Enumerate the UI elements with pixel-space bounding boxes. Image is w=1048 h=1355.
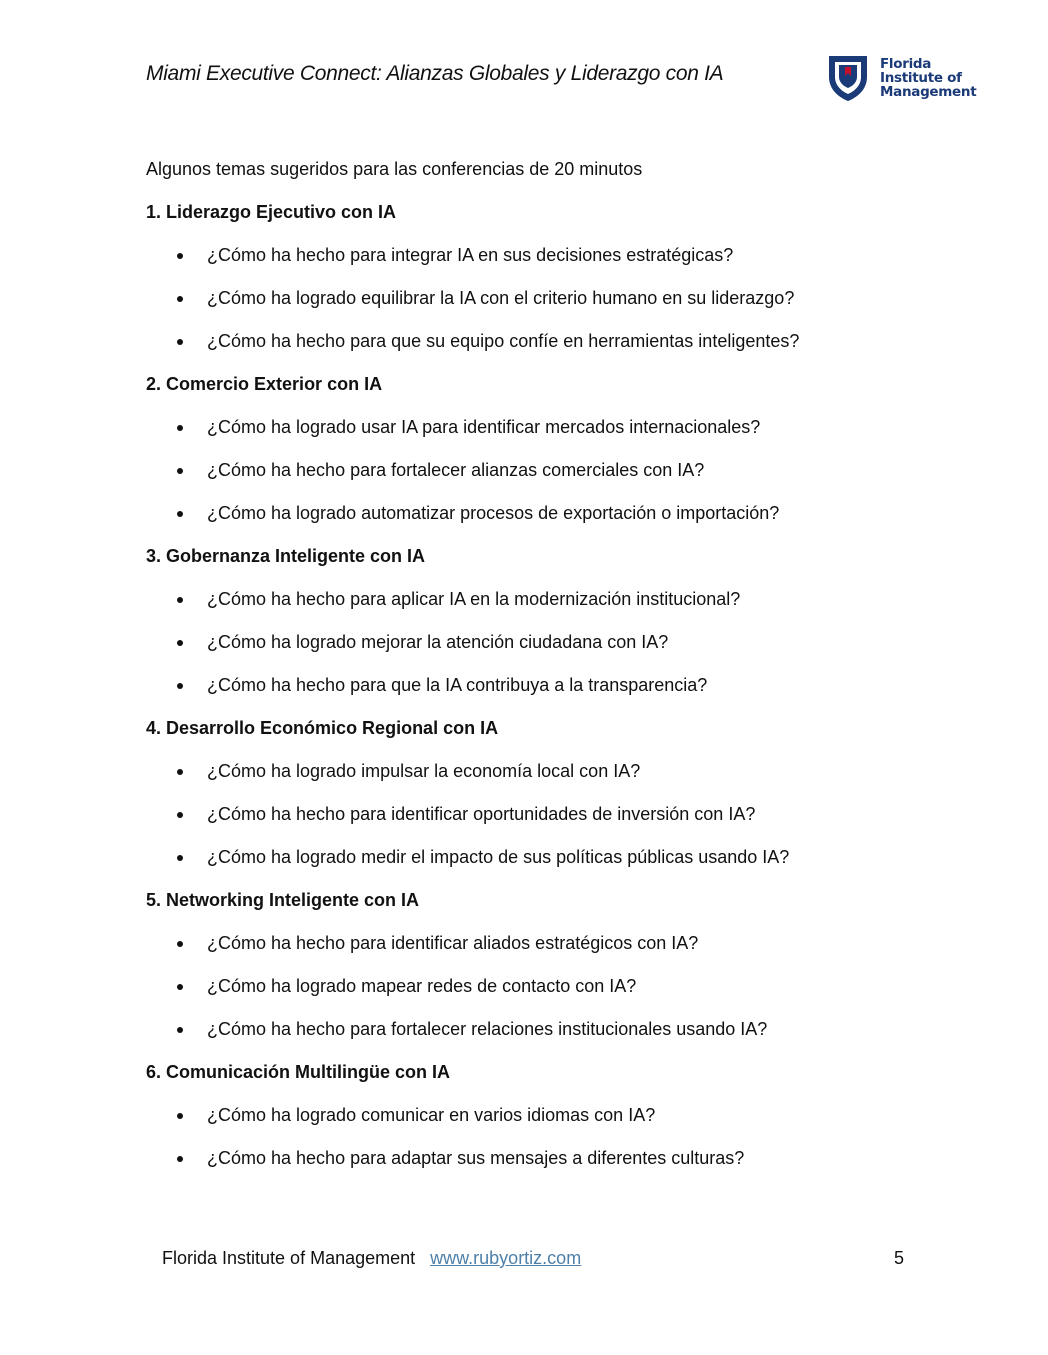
question-text: ¿Cómo ha logrado equilibrar la IA con el criterio humano en su liderazgo? (207, 288, 795, 308)
bullet-icon (177, 984, 183, 990)
question-text: ¿Cómo ha logrado usar IA para identificar mercados internacionales? (207, 417, 761, 437)
section-title: 4. Desarrollo Económico Regional con IA (146, 718, 499, 738)
bullet-icon (177, 640, 183, 646)
question-item (146, 973, 926, 999)
question-text: ¿Cómo ha hecho para fortalecer relaciones institucionales usando IA? (207, 1019, 768, 1039)
florida-institute-logo (826, 52, 986, 104)
question-item (146, 457, 926, 483)
question-item (146, 586, 926, 612)
page-footer (162, 1245, 904, 1271)
bullet-icon (177, 1156, 183, 1162)
bullet-icon (177, 425, 183, 431)
shield-logo-icon (826, 53, 870, 103)
section (146, 199, 926, 354)
question-text: ¿Cómo ha hecho para integrar IA en sus decisiones estratégicas? (207, 245, 734, 265)
question-text: ¿Cómo ha hecho para identificar aliados estratégicos con IA? (207, 933, 699, 953)
question-item (146, 930, 926, 956)
section-title: 2. Comercio Exterior con IA (146, 374, 383, 394)
question-item (146, 285, 926, 311)
bullet-icon (177, 1113, 183, 1119)
question-item (146, 1016, 926, 1042)
question-text: ¿Cómo ha logrado impulsar la economía local con IA? (207, 761, 641, 781)
question-text: ¿Cómo ha logrado comunicar en varios idiomas con IA? (207, 1105, 656, 1125)
question-item (146, 629, 926, 655)
question-item (146, 1145, 926, 1171)
bullet-icon (177, 296, 183, 302)
logo-line-2: Institute of (880, 70, 962, 86)
question-text: ¿Cómo ha hecho para que la IA contribuya a la transparencia? (207, 675, 708, 695)
section (146, 543, 926, 698)
bullet-icon (177, 511, 183, 517)
question-list (146, 586, 926, 698)
section (146, 715, 926, 870)
question-item (146, 500, 926, 526)
question-item (146, 242, 926, 268)
question-text: ¿Cómo ha logrado mapear redes de contacto con IA? (207, 976, 637, 996)
question-item (146, 1102, 926, 1128)
section (146, 371, 926, 526)
bullet-icon (177, 812, 183, 818)
section-title: 1. Liderazgo Ejecutivo con IA (146, 202, 397, 222)
question-text: ¿Cómo ha hecho para identificar oportunidades de inversión con IA? (207, 804, 756, 824)
bullet-icon (177, 1027, 183, 1033)
document-header-title: Miami Executive Connect: Alianzas Globales y Liderazgo con IA (146, 62, 724, 85)
intro-text: Algunos temas sugeridos para las conferencias de 20 minutos (146, 159, 643, 179)
question-text: ¿Cómo ha hecho para aplicar IA en la modernización institucional? (207, 589, 741, 609)
logo-line-1: Florida (880, 56, 932, 72)
bullet-icon (177, 769, 183, 775)
question-item (146, 758, 926, 784)
question-item (146, 801, 926, 827)
question-list (146, 414, 926, 526)
document-body (146, 156, 926, 1188)
bullet-icon (177, 253, 183, 259)
bullet-icon (177, 855, 183, 861)
question-list (146, 242, 926, 354)
question-text: ¿Cómo ha hecho para adaptar sus mensajes a diferentes culturas? (207, 1148, 745, 1168)
footer-org-name: Florida Institute of Management (162, 1248, 416, 1268)
question-list (146, 1102, 926, 1171)
question-text: ¿Cómo ha logrado medir el impacto de sus políticas públicas usando IA? (207, 847, 790, 867)
question-text: ¿Cómo ha logrado mejorar la atención ciudadana con IA? (207, 632, 669, 652)
footer-website-link[interactable]: www.rubyortiz.com (430, 1248, 582, 1268)
question-list (146, 758, 926, 870)
question-list (146, 930, 926, 1042)
section-title: 5. Networking Inteligente con IA (146, 890, 420, 910)
section (146, 887, 926, 1042)
bullet-icon (177, 468, 183, 474)
section-title: 3. Gobernanza Inteligente con IA (146, 546, 426, 566)
section-title: 6. Comunicación Multilingüe con IA (146, 1062, 451, 1082)
section (146, 1059, 926, 1171)
question-text: ¿Cómo ha hecho para que su equipo confíe en herramientas inteligentes? (207, 331, 800, 351)
logo-wordmark (880, 57, 976, 99)
question-item (146, 414, 926, 440)
logo-line-3: Management (880, 84, 977, 100)
question-item (146, 328, 926, 354)
bullet-icon (177, 683, 183, 689)
question-item (146, 844, 926, 870)
page-number: 5 (893, 1248, 904, 1268)
question-item (146, 672, 926, 698)
bullet-icon (177, 597, 183, 603)
question-text: ¿Cómo ha hecho para fortalecer alianzas comerciales con IA? (207, 460, 705, 480)
question-text: ¿Cómo ha logrado automatizar procesos de exportación o importación? (207, 503, 780, 523)
bullet-icon (177, 339, 183, 345)
bullet-icon (177, 941, 183, 947)
